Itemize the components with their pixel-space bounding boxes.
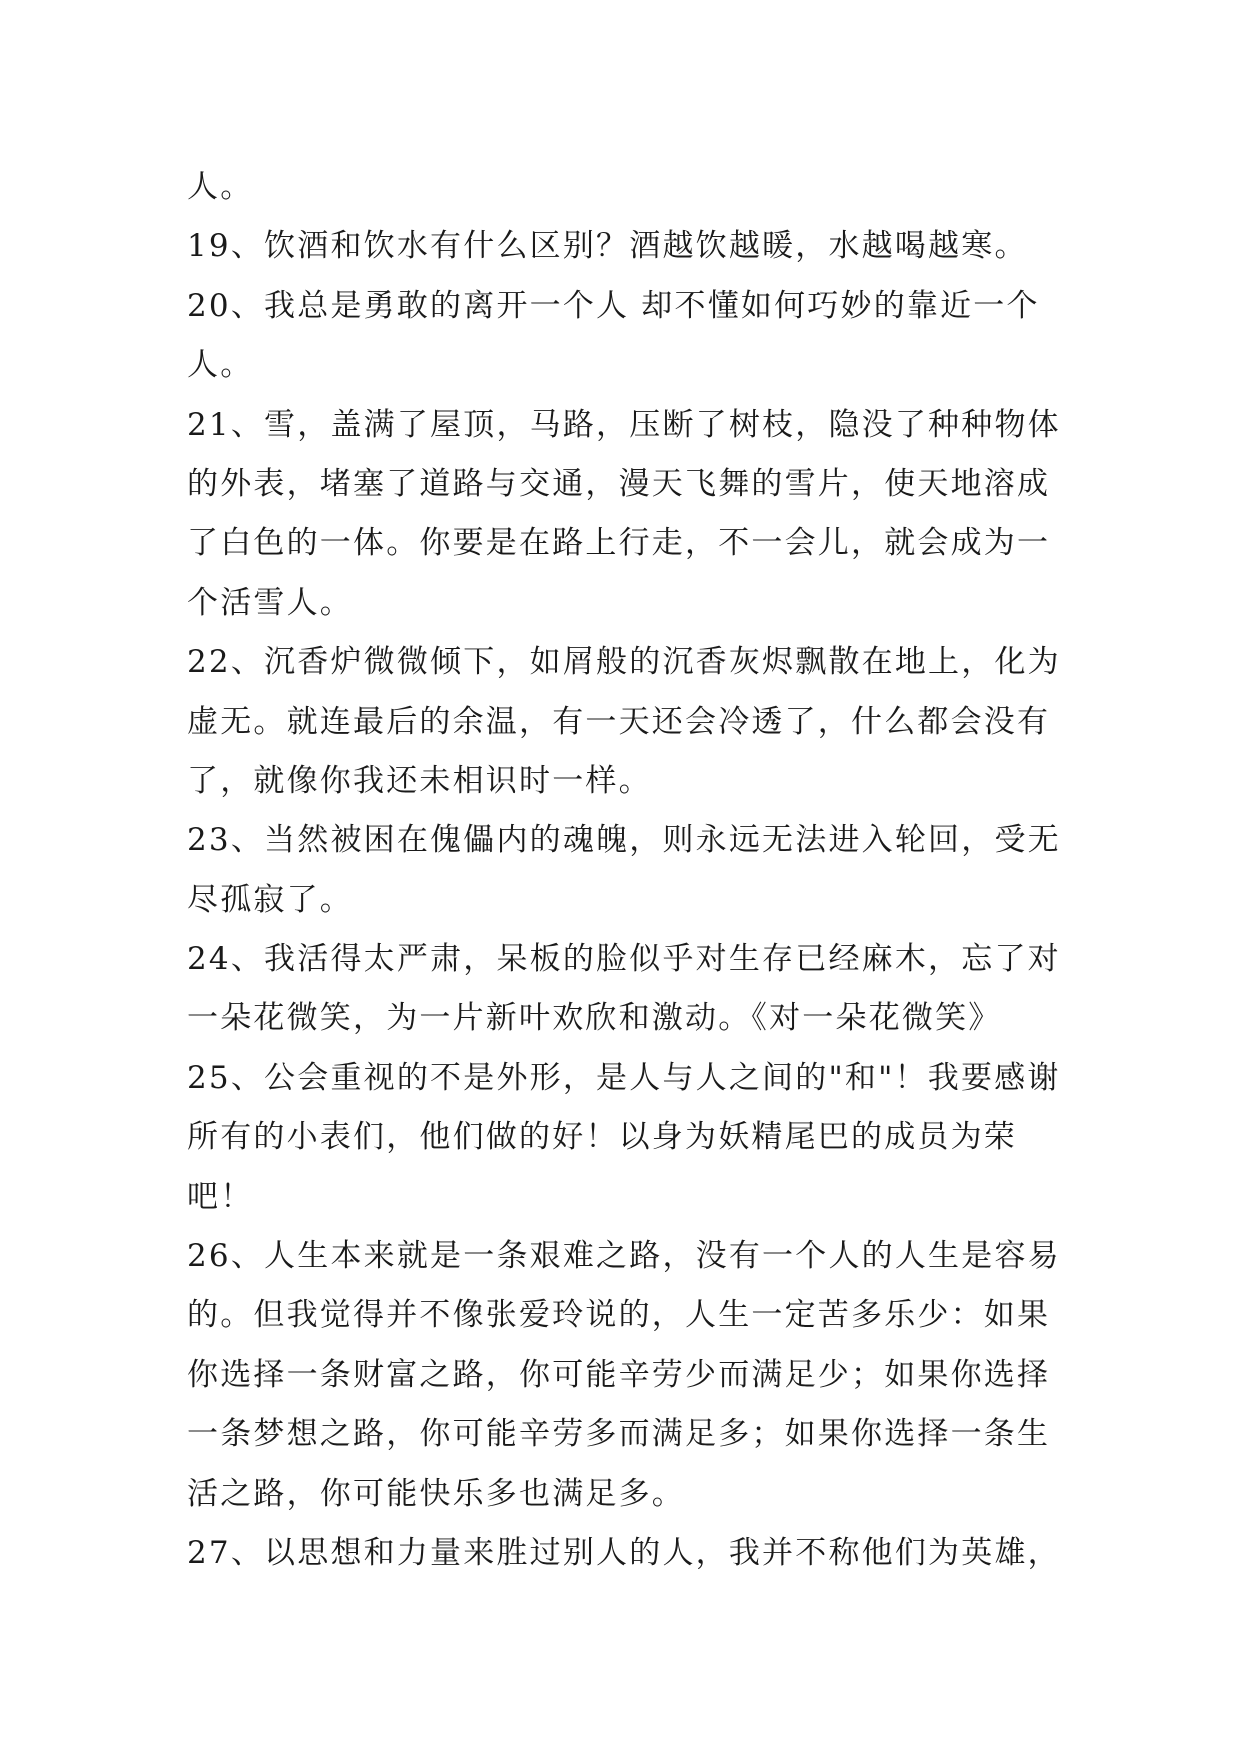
text-line: 活之路，你可能快乐多也满足多。 bbox=[187, 1475, 685, 1512]
text-line: 虚无。就连最后的余温，有一天还会冷透了，什么都会没有 bbox=[187, 703, 1051, 740]
text-line: 19、饮酒和饮水有什么区别？酒越饮越暖，水越喝越寒。 bbox=[187, 228, 1028, 265]
text-line: 20、我总是勇敢的离开一个人 却不懂如何巧妙的靠近一个 bbox=[187, 287, 1040, 324]
text-line: 尽孤寂了。 bbox=[187, 881, 353, 918]
text-line: 21、雪，盖满了屋顶，马路，压断了树枝，隐没了种种物体 bbox=[187, 406, 1061, 443]
text-line: 24、我活得太严肃，呆板的脸似乎对生存已经麻木，忘了对 bbox=[187, 941, 1061, 978]
text-line: 23、当然被困在傀儡内的魂魄，则永远无法进入轮回，受无 bbox=[187, 822, 1061, 859]
text-line: 一条梦想之路，你可能辛劳多而满足多；如果你选择一条生 bbox=[187, 1416, 1051, 1453]
text-line: 的外表，堵塞了道路与交通，漫天飞舞的雪片，使天地溶成 bbox=[187, 465, 1051, 502]
text-line: 26、人生本来就是一条艰难之路，没有一个人的人生是容易 bbox=[187, 1238, 1061, 1275]
text-line: 个活雪人。 bbox=[187, 584, 353, 621]
text-line: 27、以思想和力量来胜过别人的人，我并不称他们为英雄， bbox=[187, 1534, 1061, 1571]
text-line: 25、公会重视的不是外形，是人与人之间的"和"！我要感谢 bbox=[187, 1059, 1061, 1096]
text-line: 一朵花微笑，为一片新叶欢欣和激动。《对一朵花微笑》 bbox=[187, 1000, 1002, 1037]
document-body bbox=[187, 158, 1067, 1583]
text-line: 吧！ bbox=[187, 1178, 254, 1215]
text-line: 人。 bbox=[187, 169, 254, 205]
text-line: 所有的小表们，他们做的好！以身为妖精尾巴的成员为荣 bbox=[187, 1119, 1017, 1156]
text-line: 人。 bbox=[187, 347, 254, 384]
text-line: 了，就像你我还未相识时一样。 bbox=[187, 762, 652, 799]
text-line: 22、沉香炉微微倾下，如屑般的沉香灰烬飘散在地上，化为 bbox=[187, 644, 1061, 681]
text-line: 了白色的一体。你要是在路上行走，不一会儿，就会成为一 bbox=[187, 525, 1051, 562]
text-line: 你选择一条财富之路，你可能辛劳少而满足少；如果你选择 bbox=[187, 1356, 1051, 1393]
text-line: 的。但我觉得并不像张爱玲说的，人生一定苦多乐少：如果 bbox=[187, 1297, 1051, 1334]
